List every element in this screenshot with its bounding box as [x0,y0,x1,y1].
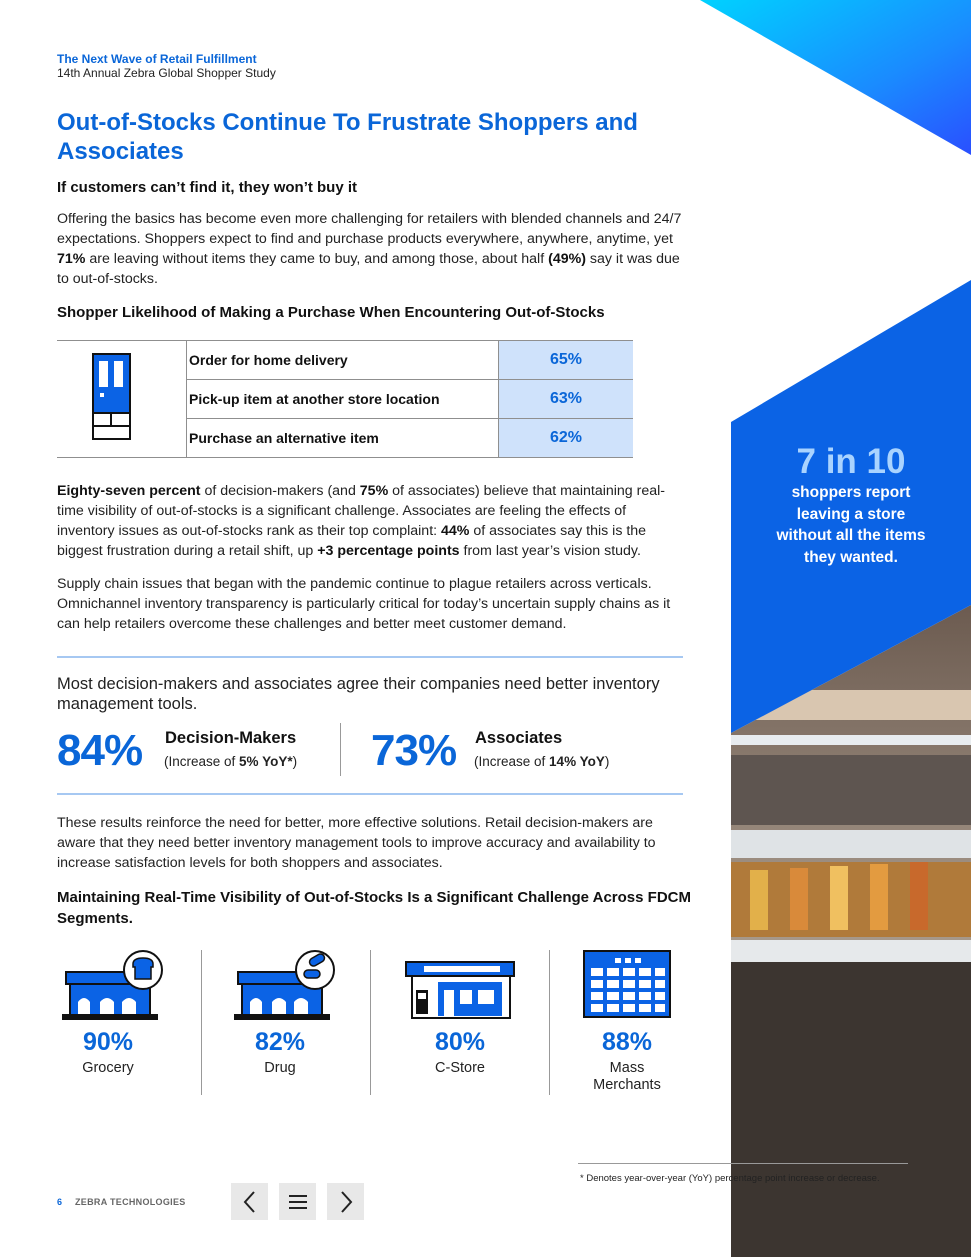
chevron-right-icon [338,1190,354,1214]
segment-label: Mass Merchants [593,1060,661,1093]
table-cell-label: Order for home delivery [187,341,499,380]
menu-icon [288,1194,308,1210]
segment-grocery [33,1028,183,1077]
mass-merchant-icon [583,950,673,1025]
stat-divider [340,723,341,776]
segment-percent: 88% [601,1028,653,1056]
divider [57,656,683,658]
callout-stat: 7 in 10 [796,442,906,481]
segment-percent: 80% [434,1028,486,1056]
segment-divider [201,950,202,1095]
previous-page-button[interactable] [231,1183,268,1220]
page-title: Out-of-Stocks Continue To Frustrate Shoppers and Associates [57,109,638,165]
report-title: The Next Wave of Retail Fulfillment [57,52,257,66]
segment-divider [549,950,550,1095]
solutions-paragraph: These results reinforce the need for better, more effective solutions. Retail decision-makers are aware that they need better inventory management tools to improve accuracy and availability to increase satisfaction levels for both shoppers and associates. [57,815,656,871]
table-cell-value: 63% [499,380,634,419]
decision-makers-percent: 84% [57,726,143,775]
associates-increase: (Increase of 14% YoY) [474,754,610,769]
decision-makers-increase: (Increase of 5% YoY*) [164,754,298,769]
menu-button[interactable] [279,1183,316,1220]
segment-divider [370,950,371,1095]
segment-c-store [385,1028,535,1077]
decision-makers-paragraph: Eighty-seven percent of decision-makers (and 75% of associates) believe that maintaining real-time visibility of out-of-stocks is a significant challenge. Associates are feeling the effects of inventory issues as out-of-stocks rank as their top complaint: 44% of associates say this is the biggest frustration during a retail shift, up +3 percentage points from last year’s vision study. [57,483,666,559]
segment-label: C-Store [435,1060,485,1076]
grocery-store-icon [60,950,172,1027]
table-cell-label: Pick-up item at another store location [187,380,499,419]
table-cell-label: Purchase an alternative item [187,419,499,458]
segments-title: Maintaining Real-Time Visibility of Out-of-Stocks Is a Significant Challenge Across FDCM Segments. [57,889,691,927]
page-number: 6 [57,1197,63,1207]
segment-label: Grocery [82,1060,134,1076]
corner-triangle-graphic [700,0,971,155]
table-title: Shopper Likelihood of Making a Purchase When Encountering Out-of-Stocks [57,304,605,321]
subheading: If customers can’t find it, they won’t buy it [57,179,358,196]
next-page-button[interactable] [327,1183,364,1220]
segment-percent: 82% [254,1028,306,1056]
chevron-left-icon [242,1190,258,1214]
segment-label: Drug [264,1060,296,1076]
table-row [57,341,633,380]
associates-label: Associates [475,729,563,747]
brand-name: ZEBRA TECHNOLOGIES [75,1197,186,1207]
store-door-icon [57,341,187,458]
footnote: * Denotes year-over-year (YoY) percentage point increase or decrease. [580,1173,880,1184]
segment-mass-merchants [552,1028,702,1094]
convenience-store-icon [404,960,516,1027]
report-subtitle: 14th Annual Zebra Global Shopper Study [57,66,276,80]
table-cell-value: 65% [499,341,634,380]
drug-store-icon [232,950,344,1027]
table-cell-value: 62% [499,419,634,458]
decision-makers-label: Decision-Makers [165,729,297,747]
associates-percent: 73% [371,726,457,775]
callout-text: shoppers report leaving a store without all the items they wanted. [776,484,926,566]
out-of-stock-table [57,340,633,458]
intro-paragraph: Offering the basics has become even more challenging for retailers with blended channels and 24/7 expectations. Shoppers expect to find and purchase products everywhere, anywhere, anytime, yet 71% are leaving without items they came to buy, and among those, about half (49%) say it was due to out-of-stocks. [57,211,682,287]
agree-statement: Most decision-makers and associates agree their companies need better inventory management tools. [57,675,660,713]
footnote-divider [578,1163,908,1164]
segment-drug [205,1028,355,1077]
supply-chain-paragraph: Supply chain issues that began with the pandemic continue to plague retailers across verticals. Omnichannel inventory transparency is particularly critical for today’s uncertain supply chains as it can help retailers overcome these challenges and better meet customer demand. [57,576,671,632]
segment-percent: 90% [82,1028,134,1056]
divider [57,793,683,795]
